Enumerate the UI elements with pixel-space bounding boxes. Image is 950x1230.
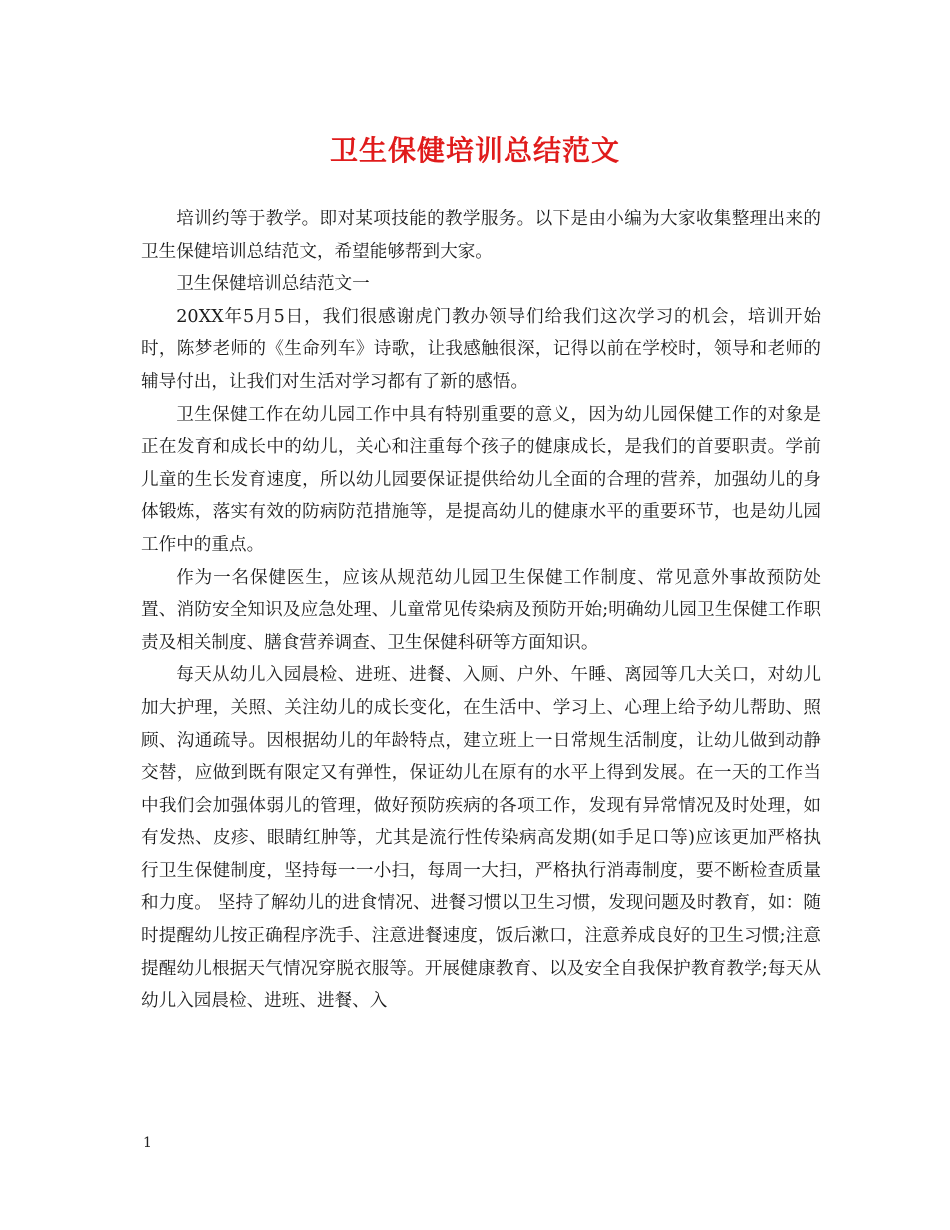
- page-number: 1: [143, 1135, 152, 1151]
- paragraph-training-date: 20XX年5月5日，我们很感谢虎门教办领导们给我们这次学习的机会，培训开始时，陈梦老师的《生命列车》诗歌，让我感触很深，记得以前在学校时，领导和老师的辅导付出，让我们对生活对学习都有了新的感悟。: [141, 306, 821, 392]
- paragraph-doctor-duties: 作为一名保健医生，应该从规范幼儿园卫生保健工作制度、常见意外事故预防处置、消防安全知识及应急处理、儿童常见传染病及预防开始;明确幼儿园卫生保健工作职责及相关制度、膳食营养调查、卫生保健科研等方面知识。: [141, 567, 821, 653]
- document-body: [141, 203, 821, 1018]
- paragraph-health-importance: 卫生保健工作在幼儿园工作中具有特别重要的意义，因为幼儿园保健工作的对象是正在发育和成长中的幼儿，关心和注重每个孩子的健康成长，是我们的首要职责。学前儿童的生长发育速度，所以幼儿园要保证提供给幼儿全面的合理的营养，加强幼儿的身体锻炼，落实有效的防病防范措施等，是提高幼儿的健康水平的重要环节，也是幼儿园工作中的重点。: [141, 404, 821, 555]
- paragraph-subheading: 卫生保健培训总结范文一: [176, 274, 370, 295]
- paragraph-intro: 培训约等于教学。即对某项技能的教学服务。以下是由小编为大家收集整理出来的卫生保健培训总结范文，希望能够帮到大家。: [141, 209, 821, 262]
- paragraph-daily-care: 每天从幼儿入园晨检、进班、进餐、入厕、户外、午睡、离园等几大关口，对幼儿加大护理，关照、关注幼儿的成长变化，在生活中、学习上、心理上给予幼儿帮助、照顾、沟通疏导。因根据幼儿的年龄特点，建立班上一日常规生活制度，让幼儿做到动静交替，应做到既有限定又有弹性，保证幼儿在原有的水平上得到发展。在一天的工作当中我们会加强体弱儿的管理，做好预防疾病的各项工作，发现有异常情况及时处理，如有发热、皮疹、眼睛红肿等，尤其是流行性传染病高发期(如手足口等)应该更加严格执行卫生保健制度，坚持每一一小扫，每周一大扫，严格执行消毒制度，要不断检查质量和力度。 坚持了解幼儿的进食情况、进餐习惯以卫生习惯，发现问题及时教育，如：随时提醒幼儿按正确程序洗手、注意进餐速度，饭后漱口，注意养成良好的卫生习惯;注意提醒幼儿根据天气情况穿脱衣服等。开展健康教育、以及安全自我保护教育教学;每天从幼儿入园晨检、进班、进餐、入: [141, 665, 821, 1012]
- document-title: 卫生保健培训总结范文: [329, 134, 620, 167]
